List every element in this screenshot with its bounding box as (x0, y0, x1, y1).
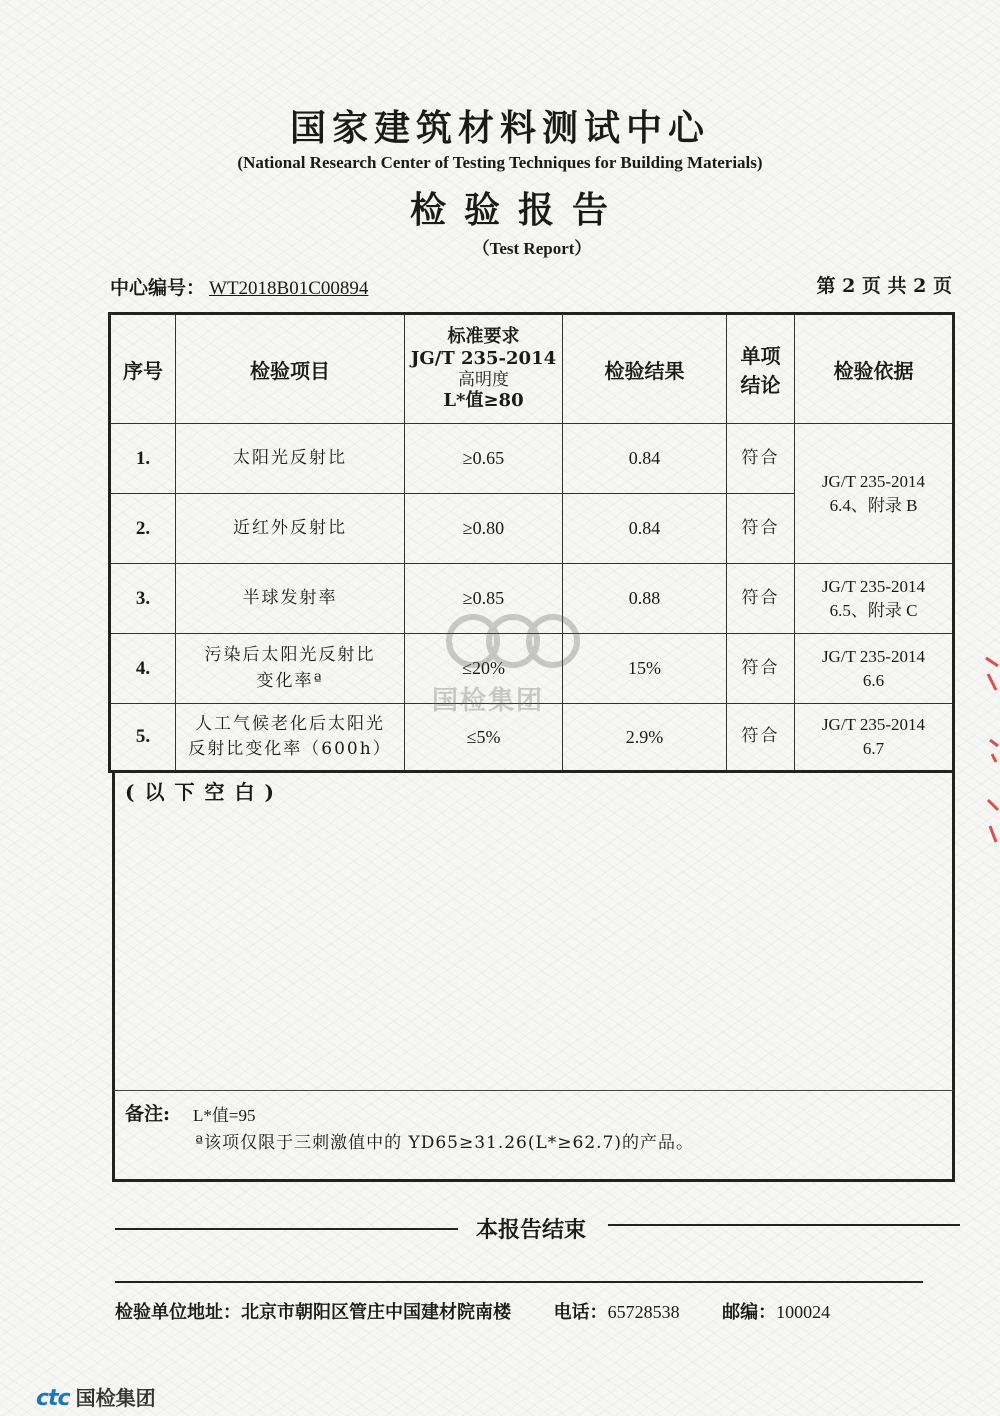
header-seq: 序号 (110, 314, 176, 424)
phone: 65728538 (607, 1302, 680, 1322)
row-verdict: 符合 (727, 564, 795, 634)
header-standard-l: L*值≥80 (443, 389, 524, 411)
row-basis (795, 564, 954, 634)
red-seal-edge (982, 650, 1000, 850)
center-number (110, 273, 368, 300)
row-item (176, 704, 405, 772)
row-result: 0.84 (563, 494, 727, 564)
row-result: 15% (563, 634, 727, 704)
header-result: 检验结果 (563, 314, 727, 424)
address-divider (115, 1281, 923, 1283)
remarks-line2: ª该项仅限于三刺激值中的 YD65≥31.26(L*≥62.7)的产品。 (195, 1133, 695, 1153)
ctc-logo (36, 1382, 156, 1411)
row-verdict: 符合 (727, 424, 795, 494)
ctc-logo-mark: ctc (36, 1386, 70, 1411)
row-basis (795, 704, 954, 772)
row-basis (795, 634, 954, 704)
blank-area (112, 772, 955, 1090)
address: 检验单位地址：北京市朝阳区管庄中国建材院南楼 (115, 1302, 511, 1323)
basis-line1: JG/T 235-2014 (821, 471, 926, 491)
end-divider-left (115, 1228, 458, 1230)
row-result: 0.84 (563, 424, 727, 494)
row-verdict: 符合 (727, 704, 795, 772)
center-title-en: (National Research Center of Testing Techniques for Building Materials) (237, 153, 763, 172)
basis-line2: 6.4、附录 B (829, 495, 918, 515)
remarks-box (112, 1090, 955, 1182)
row-standard: ≥0.65 (405, 424, 563, 494)
header-standard (405, 314, 563, 424)
row-seq: 5. (110, 704, 176, 772)
zip-label: 邮编： (722, 1302, 777, 1323)
row-standard: ≤5% (405, 704, 563, 772)
row-result: 2.9% (563, 704, 727, 772)
phone-label: 电话： (553, 1302, 608, 1323)
header-item: 检验项目 (176, 314, 405, 424)
row-standard: ≥0.80 (405, 494, 563, 564)
report-end-text: 本报告结束 (476, 1217, 587, 1243)
address-line (115, 1298, 830, 1324)
table-header-row (110, 314, 954, 424)
center-number-value: WT2018B01C00894 (209, 278, 369, 299)
basis-line1: JG/T 235-2014 (821, 576, 926, 596)
row-item: 太阳光反射比 (176, 424, 405, 494)
row-seq: 4. (110, 634, 176, 704)
ctc-logo-text: 国检集团 (75, 1386, 156, 1410)
basis-line2: 6.6 (862, 670, 885, 690)
end-divider-right (608, 1224, 960, 1226)
row-standard: ≤20% (405, 634, 563, 704)
report-title-cn: 检验报告 (409, 189, 626, 231)
header-verdict-line1: 单项 (740, 344, 781, 368)
row-item: 近红外反射比 (176, 494, 405, 564)
table-row (110, 424, 954, 494)
row-item: 半球发射率 (176, 564, 405, 634)
basis-line1: JG/T 235-2014 (821, 646, 926, 666)
watermark-text: 国检集团 (432, 686, 545, 716)
row-basis (795, 424, 954, 564)
header-standard-sub: 高明度 (458, 369, 509, 390)
center-title-cn: 国家建筑材料测试中心 (289, 107, 710, 149)
row-seq: 1. (110, 424, 176, 494)
row-seq: 2. (110, 494, 176, 564)
row-seq: 3. (110, 564, 176, 634)
page-number: 第 2 页 共 2 页 (816, 275, 952, 297)
basis-line1: JG/T 235-2014 (821, 715, 926, 735)
row-verdict: 符合 (727, 494, 795, 564)
blank-note: (以下空白) (125, 780, 284, 804)
row-result: 0.88 (563, 564, 727, 634)
remarks-label: 备注: (125, 1103, 171, 1125)
header-standard-code: JG/T 235-2014 (410, 348, 557, 369)
row-item-line2: 变化率ª (256, 670, 324, 691)
row-item-line1: 污染后太阳光反射比 (204, 645, 376, 665)
basis-line2: 6.7 (862, 739, 885, 758)
zip: 100024 (776, 1302, 831, 1322)
row-item-line2: 反射比变化率（600h） (188, 739, 392, 759)
row-item-line1: 人工气候老化后太阳光 (195, 713, 385, 734)
remarks-line1: L*值=95 (193, 1106, 256, 1125)
row-standard: ≥0.85 (405, 564, 563, 634)
header-basis: 检验依据 (795, 314, 954, 424)
header-verdict (727, 314, 795, 424)
report-title-en: （Test Report） (472, 239, 592, 258)
row-item (176, 634, 405, 704)
center-number-label: 中心编号： (110, 277, 206, 299)
header-verdict-line2: 结论 (740, 373, 781, 397)
basis-line2: 6.5、附录 C (829, 600, 918, 620)
header-standard-title: 标准要求 (447, 326, 520, 348)
row-verdict: 符合 (727, 634, 795, 704)
